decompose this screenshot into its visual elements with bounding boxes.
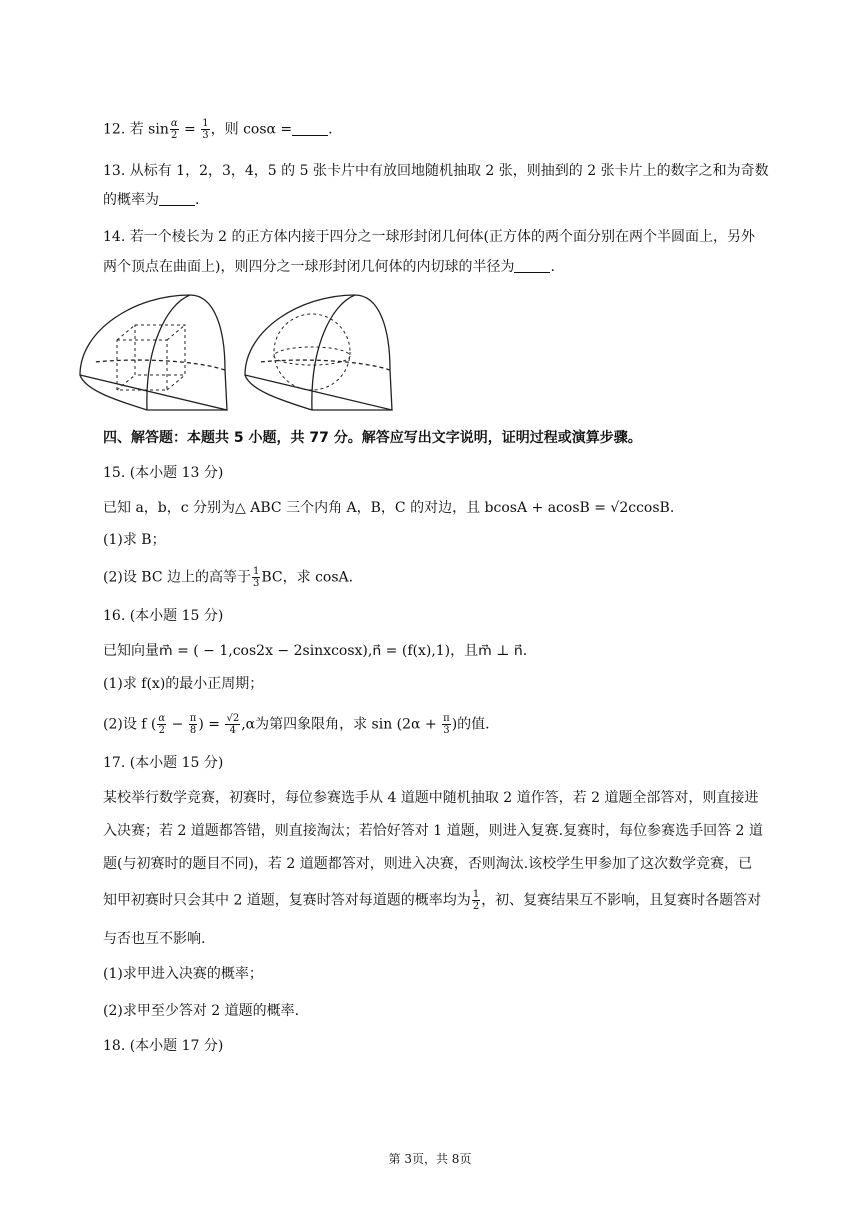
quarter-sphere-figures xyxy=(75,290,405,415)
question-17-part1: (1)求甲进入决赛的概率； xyxy=(103,966,263,982)
answer-blank xyxy=(514,258,550,273)
question-15-head: 15. (本小题 13 分) xyxy=(103,465,224,481)
question-15-part2: (2)设 BC 边上的高等于 $\frac{1}{3}$ BC，求 cosA. xyxy=(103,566,354,589)
question-15-stem: 已知 a，b，c 分别为△ ABC 三个内角 A，B，C 的对边，且 bcosA + acosB = √2ccosB. xyxy=(103,500,675,516)
question-13-line2: 的概率为 . xyxy=(103,192,200,208)
question-16-stem: 已知向量m⃗ = ( − 1,cos2x − 2sinxcosx),n⃗ = (f(x),1)，且m⃗ ⊥ n⃗. xyxy=(103,643,528,659)
question-17-part2: (2)求甲至少答对 2 道题的概率. xyxy=(103,1003,300,1019)
question-13-line1: 13. 从标有 1，2，3，4，5 的 5 张卡片中有放回地随机抽取 2 张，则抽到的 2 张卡片上的数字之和为奇数 xyxy=(103,163,769,179)
question-17-line1: 某校举行数学竞赛，初赛时，每位参赛选手从 4 道题中随机抽取 2 道作答，若 2 道题全部答对，则直接进 xyxy=(103,790,759,806)
question-12: 12. 若 sin $\frac{\alpha}{2}$ = $\frac{1}{3}$ ，则 cosα = . xyxy=(103,118,333,141)
question-17-head: 17. (本小题 15 分) xyxy=(103,755,224,771)
page-footer: 第 3页，共 8页 xyxy=(388,1152,472,1166)
section-heading: 四、解答题：本题共 5 小题，共 77 分。解答应写出文字说明，证明过程或演算步骤。 xyxy=(103,430,642,446)
question-18-head: 18. (本小题 17 分) xyxy=(103,1038,224,1054)
question-17-line2: 入决赛；若 2 道题都答错，则直接淘汰；若恰好答对 1 道题，则进入复赛.复赛时，每位参赛选手回答 2 道 xyxy=(103,823,763,839)
question-15-part1: (1)求 B； xyxy=(103,532,166,548)
figure-cube-inscribed xyxy=(80,295,227,410)
question-16-part1: (1)求 f(x)的最小正周期； xyxy=(103,676,264,692)
figure-sphere-inscribed xyxy=(245,295,392,410)
question-16-head: 16. (本小题 15 分) xyxy=(103,608,224,624)
question-16-part2: (2)设 f ( $\frac{\alpha}{2}$ − $\frac{\pi}{8}$ ) = $\frac{√2}{4}$ ,α为第四象限角，求 sin (2α + $\frac{\pi}{3}$ )的值. xyxy=(103,713,490,736)
answer-blank xyxy=(159,191,195,206)
question-17-line4: 知甲初赛时只会其中 2 道题，复赛时答对每道题的概率均为 $\frac{1}{2}$ ，初、复赛结果互不影响，且复赛时各题答对 xyxy=(103,889,762,912)
question-14-line1: 14. 若一个棱长为 2 的正方体内接于四分之一球形封闭几何体(正方体的两个面分别在两个半圆面上，另外 xyxy=(103,229,755,245)
question-17-line5: 与否也互不影响. xyxy=(103,931,206,947)
question-14-line2: 两个顶点在曲面上)，则四分之一球形封闭几何体的内切球的半径为 . xyxy=(103,259,555,275)
answer-blank xyxy=(292,121,328,136)
question-17-line3: 题(与初赛时的题目不同)，若 2 道题都答对，则进入决赛，否则淘汰.该校学生甲参加了这次数学竞赛，已 xyxy=(103,856,753,872)
